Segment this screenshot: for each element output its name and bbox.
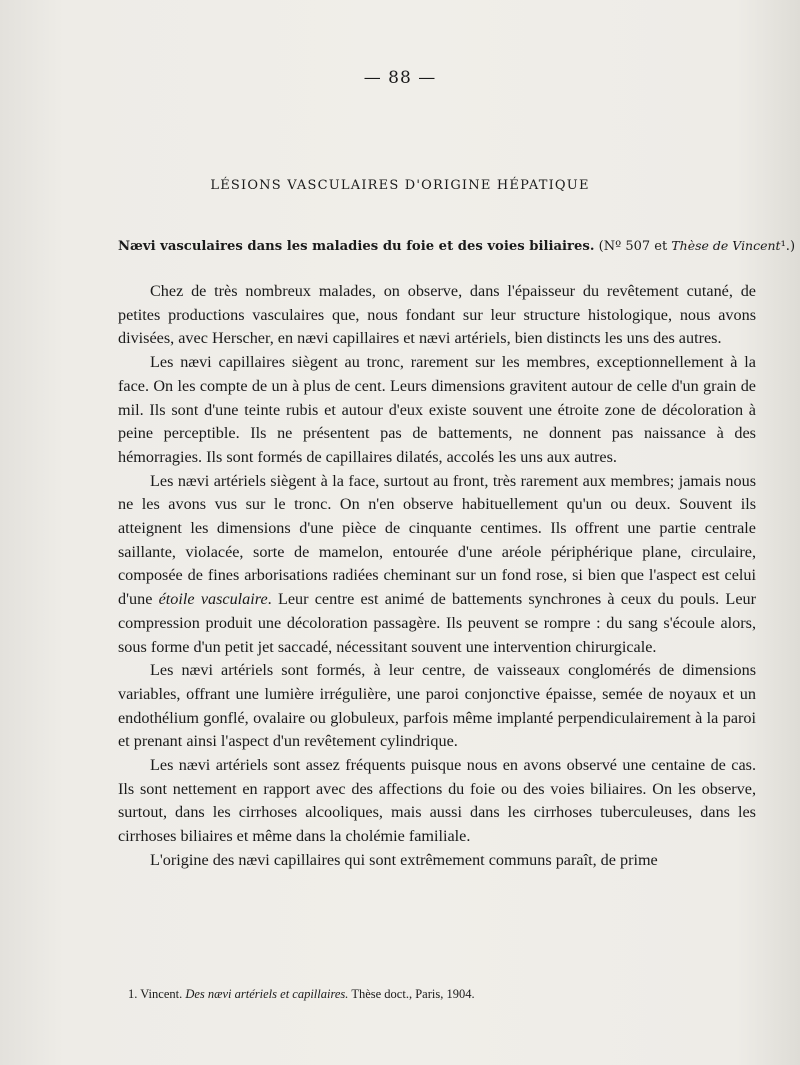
paragraph: Les nævi artériels sont formés, à leur centre, de vaisseaux conglomérés de dimensions variables, offrant une lumière irrégulière, une paroi conjonctive épaisse, semée de noyaux et un endothélium gonflé, ovalaire ou globuleux, parfois même implanté perpendiculairement à la paroi et prenant ainsi l'aspect d'un revêtement cylindrique. [118,661,756,751]
subtitle [118,238,796,254]
paragraph-part: . Leur centre est animé de battements synchrones à ceux du pouls. Leur compression produit une décoloration passagère. Ils peuvent se rompre : du sang s'écoule alors, sous forme d'un petit jet saccadé, nécessitant souvent une intervention chirurgicale. [118,590,756,656]
body-text [118,280,756,873]
footnote-marker: 1. [128,987,138,1001]
footnote-rest: Thèse doct., Paris, 1904. [351,987,475,1001]
paragraph: Chez de très nombreux malades, on observe, dans l'épaisseur du revêtement cutané, de petites productions vasculaires que, nous fondant sur leur structure histologique, nous avons divisées, avec Herscher, en nævi capillaires et nævi artériels, bien distincts les uns des autres. [118,282,756,348]
section-title: LÉSIONS VASCULAIRES D'ORIGINE HÉPATIQUE [210,178,590,193]
paragraph: Les nævi artériels sont assez fréquents puisque nous en avons observé une centaine de cas. Ils sont nettement en rapport avec des affections du foie ou des voies biliaires. On les observe, surtout, dans les cirrhoses alcooliques, mais aussi dans les cirrhoses tuberculeuses, dans les cirrhoses biliaires et même dans la cholémie familiale. [118,756,756,846]
footnote-author: Vincent. [140,987,183,1001]
footnote-title: Des nævi artériels et capillaires. [185,987,349,1001]
paragraph: L'origine des nævi capillaires qui sont extrêmement communs paraît, de prime [150,850,658,869]
paragraph [118,470,756,660]
footnote [128,987,475,1002]
paragraph-italic: étoile vasculaire [158,590,268,609]
paragraph-part: Les nævi artériels siègent à la face, surtout au front, très rarement aux membres; jamais nous ne les avons vus sur le tronc. On n'en observe habituellement qu'un ou deux. Souvent ils atteignent les dimensions d'une pièce de cinquante centimes. Ils offrent une partie centrale saillante, violacée, sorte de mamelon, entourée d'une aréole périphérique plane, circulaire, composée de fines arborisations radiées cheminant sur un fond rose, si bien que l'aspect est celui d'une [118,471,756,609]
subtitle-main: Nævi vasculaires dans les maladies du foie et des voies biliaires. [118,239,595,254]
paragraph: Les nævi capillaires siègent au tronc, rarement sur les membres, exceptionnellement à la face. On les compte de un à plus de cent. Leurs dimensions gravitent autour de celle d'un grain de mil. Ils sont d'une teinte rubis et autour d'eux existe souvent une étroite zone de décoloration à peine perceptible. Ils ne présentent pas de battements, ne donnent pas naissance à des hémorragies. Ils sont formés de capillaires dilatés, accolés les uns aux autres. [118,353,756,466]
subtitle-ref-close: ¹.) [780,239,796,254]
page-number: — 88 — [363,68,437,88]
subtitle-ref-italic: Thèse de Vincent [671,238,781,253]
subtitle-ref-open: (Nº 507 et [598,239,672,254]
